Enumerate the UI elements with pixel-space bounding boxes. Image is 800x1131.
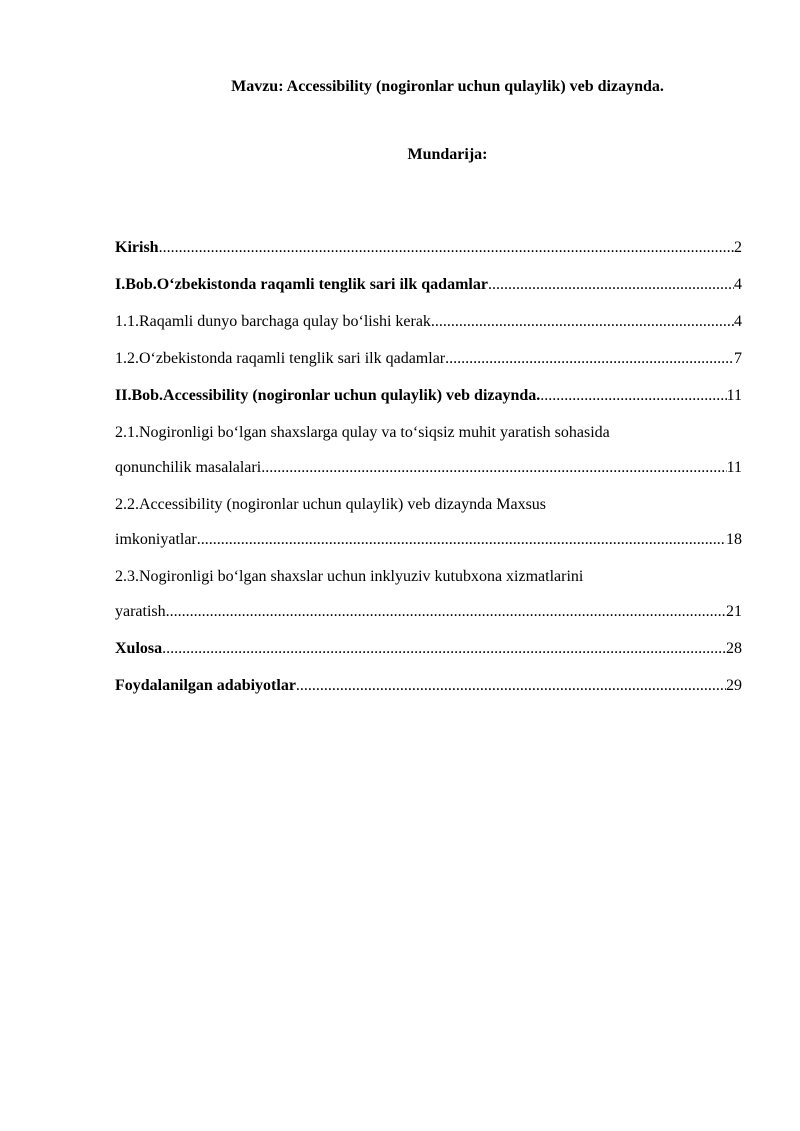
dot-leader [296, 675, 726, 697]
toc-entry-page: 28 [726, 640, 742, 657]
dot-leader [431, 311, 734, 333]
toc-entry-label: imkoniyatlar [115, 531, 197, 548]
toc-entry-label: Kirish [115, 239, 159, 256]
toc-entry-references [115, 675, 742, 697]
toc-entry-page: 2 [734, 239, 742, 256]
table-of-contents [115, 237, 742, 712]
dot-leader [261, 457, 726, 479]
dot-leader [166, 601, 726, 623]
toc-entry-label: I.Bob.O‘zbekistonda raqamli tenglik sari ilk qadamlar [115, 276, 488, 293]
toc-entry-page: 4 [734, 276, 742, 293]
toc-entry-1-2 [115, 348, 742, 370]
toc-entry-page: 18 [726, 531, 742, 548]
toc-entry-kirish [115, 237, 742, 259]
toc-entry-2-3 [115, 566, 742, 623]
toc-entry-page: 4 [734, 313, 742, 330]
dot-leader [540, 385, 726, 407]
toc-entry-2-1 [115, 422, 742, 479]
dot-leader [162, 638, 726, 660]
toc-entry-label: Foydalanilgan adabiyotlar [115, 677, 296, 694]
toc-entry-page: 7 [734, 350, 742, 367]
toc-entry-label-line1: 2.3.Nogironligi bo‘lgan shaxslar uchun inklyuziv kutubxona xizmatlarini [115, 568, 584, 585]
toc-entry-label-line1: 2.1.Nogironligi bo‘lgan shaxslarga qulay va to‘siqsiz muhit yaratish sohasida [115, 424, 610, 441]
toc-entry-label-line1: 2.2.Accessibility (nogironlar uchun qulaylik) veb dizaynda Maxsus [115, 496, 547, 513]
toc-entry-2-2 [115, 494, 742, 551]
dot-leader [159, 237, 734, 259]
toc-heading: Mundarija: [407, 146, 488, 163]
toc-entry-page: 29 [726, 677, 742, 694]
toc-entry-label: 1.1.Raqamli dunyo barchaga qulay bo‘lishi kerak [115, 313, 431, 330]
dot-leader [445, 348, 734, 370]
toc-entry-label: II.Bob.Accessibility (nogironlar uchun qulaylik) veb dizaynda. [115, 387, 541, 404]
toc-entry-1-1 [115, 311, 742, 333]
toc-entry-page: 21 [726, 603, 742, 620]
dot-leader [197, 529, 726, 551]
toc-entry-xulosa [115, 638, 742, 660]
toc-entry-label: 1.2.O‘zbekistonda raqamli tenglik sari ilk qadamlar [115, 350, 446, 367]
toc-entry-label: Xulosa [115, 640, 163, 657]
toc-entry-page: 11 [726, 459, 742, 476]
toc-entry-label: yaratish [115, 603, 166, 620]
toc-entry-chapter-2 [115, 385, 742, 407]
document-topic: Mavzu: Accessibility (nogironlar uchun qulaylik) veb dizaynda. [231, 78, 664, 95]
toc-entry-label: qonunchilik masalalari [115, 459, 262, 476]
toc-entry-chapter-1 [115, 274, 742, 296]
toc-entry-page: 11 [726, 387, 742, 404]
dot-leader [488, 274, 734, 296]
